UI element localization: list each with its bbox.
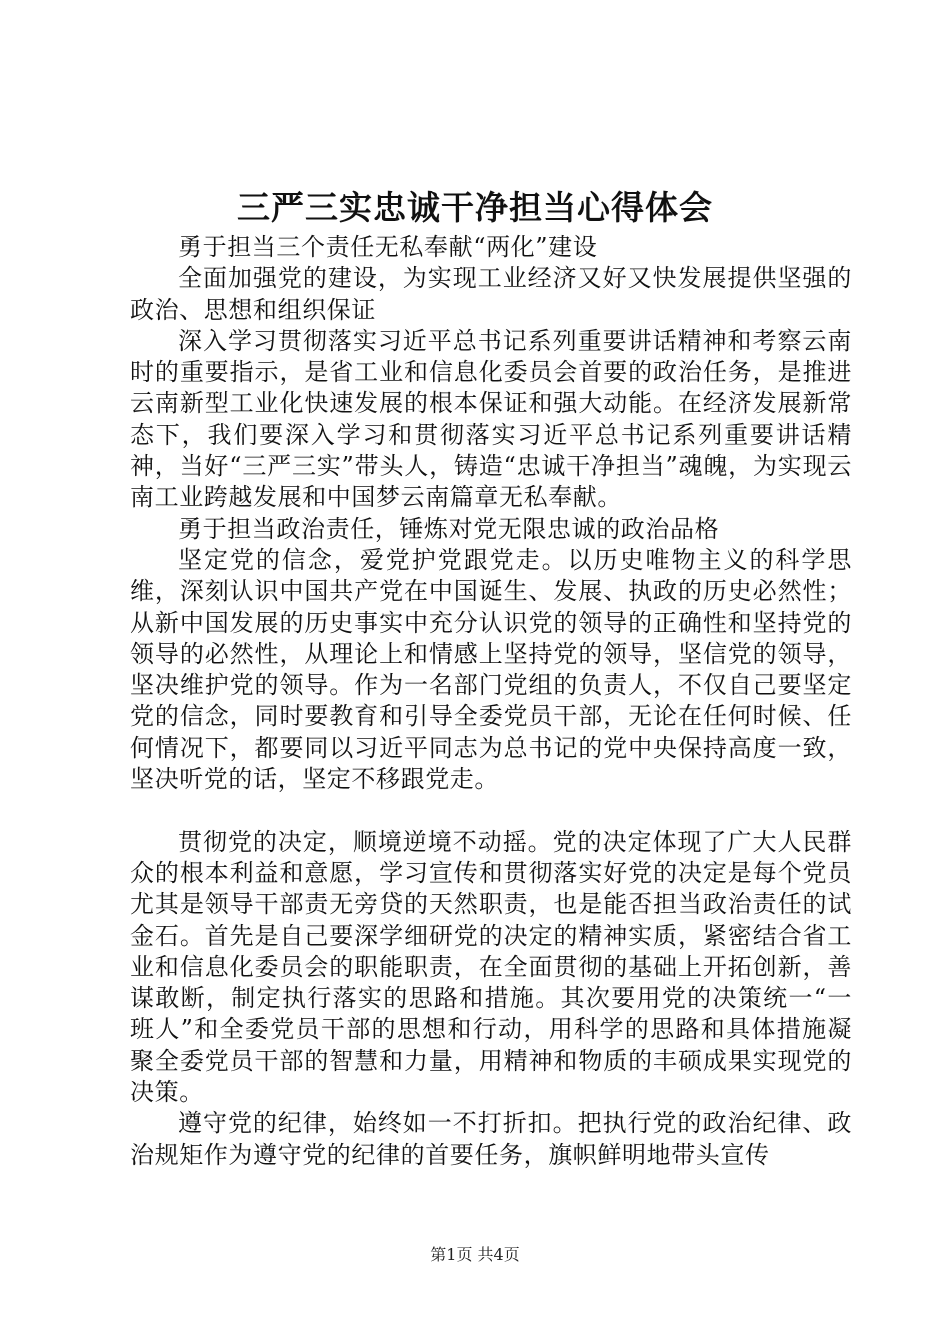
paragraph-heading-2: 全面加强党的建设，为实现工业经济又好又快发展提供坚强的政治、思想和组织保证 [130,264,852,324]
document-body [130,232,852,1171]
paragraph-party-decision: 贯彻党的决定，顺境逆境不动摇。党的决定体现了广大人民群众的根本利益和意愿，学习宣传和贯彻落实好党的决定是每个党员尤其是领导干部责无旁贷的天然职责，也是能否担当政治责任的试金石。首先是自己要深学细研党的决定的精神实质，紧密结合省工业和信息化委员会的职能职责，在全面贯彻的基础上开拓创新，善谋敢断，制定执行落实的思路和措施。其次要用党的决策统一“一班人”和全委党员干部的思想和行动，用科学的思路和具体措施凝聚全委党员干部的智慧和力量，用精神和物质的丰硕成果实现党的决策。 [130,827,852,1107]
paragraph-heading-1: 勇于担当三个责任无私奉献“两化”建设 [178,233,598,261]
paragraph-heading-3: 勇于担当政治责任，锤炼对党无限忠诚的政治品格 [178,514,720,543]
document-title: 三严三实忠诚干净担当心得体会 [237,188,713,227]
paragraph-intro: 深入学习贯彻落实习近平总书记系列重要讲话精神和考察云南时的重要指示，是省工业和信息化委员会首要的政治任务，是推进云南新型工业化快速发展的根本保证和强大动能。在经济发展新常态下，我们要深入学习和贯彻落实习近平总书记系列重要讲话精神，当好“三严三实”带头人，铸造“忠诚干净担当”魂魄，为实现云南工业跨越发展和中国梦云南篇章无私奉献。 [130,326,852,512]
paragraph-gap [130,795,852,826]
paragraph-party-belief: 坚定党的信念，爱党护党跟党走。以历史唯物主义的科学思维，深刻认识中国共产党在中国诞生、发展、执政的历史必然性；从新中国发展的历史事实中充分认识党的领导的正确性和坚持党的领导的必然性，从理论上和情感上坚持党的领导，坚信党的领导，坚决维护党的领导。作为一名部门党组的负责人，不仅自己要坚定党的信念，同时要教育和引导全委党员干部，无论在任何时候、任何情况下，都要同以习近平同志为总书记的党中央保持高度一致，坚决听党的话，坚定不移跟党走。 [130,545,852,794]
page-number-footer: 第1页 共4页 [430,1245,520,1264]
paragraph-party-discipline: 遵守党的纪律，始终如一不打折扣。把执行党的政治纪律、政治规矩作为遵守党的纪律的首要任务，旗帜鲜明地带头宣传 [130,1109,852,1169]
